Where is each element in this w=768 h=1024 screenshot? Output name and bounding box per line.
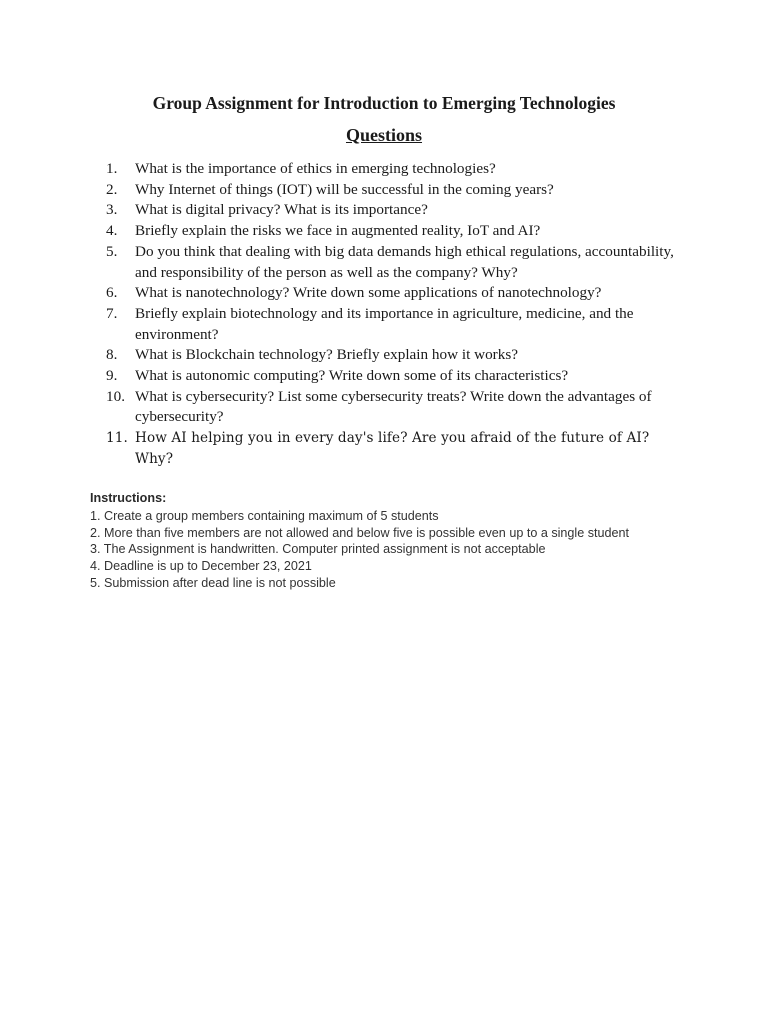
question-number: 1. bbox=[106, 160, 118, 177]
instruction-item: 2. More than five members are not allowed and below five is possible even up to a single student bbox=[90, 525, 630, 540]
question-item bbox=[106, 387, 680, 428]
question-text: Briefly explain biotechnology and its importance in agriculture, medicine, and the environment? bbox=[135, 304, 634, 343]
question-text: How AI helping you in every day's life? Are you afraid of the future of AI? Why? bbox=[135, 430, 650, 467]
question-item bbox=[106, 283, 680, 304]
question-text: What is the importance of ethics in emerging technologies? bbox=[135, 160, 496, 177]
question-number: 5. bbox=[106, 242, 118, 260]
question-number: 3. bbox=[106, 201, 118, 219]
instruction-item: 1. Create a group members containing maximum of 5 students bbox=[90, 508, 439, 523]
question-text: What is autonomic computing? Write down some of its characteristics? bbox=[135, 367, 569, 385]
question-text: What is nanotechnology? Write down some applications of nanotechnology? bbox=[135, 284, 602, 302]
questions-heading: Questions bbox=[345, 125, 423, 145]
question-item bbox=[106, 180, 680, 201]
question-text: Do you think that dealing with big data demands high ethical regulations, accountability, and responsibility of the person as well as the company? Why? bbox=[135, 242, 674, 281]
question-item bbox=[106, 200, 680, 221]
question-text: What is digital privacy? What is its importance? bbox=[135, 201, 428, 219]
question-item bbox=[106, 159, 680, 180]
instruction-item: 5. Submission after dead line is not possible bbox=[90, 575, 336, 590]
question-number: 8. bbox=[106, 346, 118, 364]
question-text: Briefly explain the risks we face in augmented reality, IoT and AI? bbox=[135, 222, 541, 240]
question-text: What is cybersecurity? List some cybersecurity treats? Write down the advantages of cybersecurity? bbox=[135, 387, 652, 426]
question-number: 6. bbox=[106, 284, 118, 302]
question-item bbox=[106, 304, 680, 345]
question-item bbox=[106, 242, 680, 283]
question-number: 7. bbox=[106, 304, 118, 322]
question-item bbox=[106, 428, 680, 469]
instructions-heading: Instructions: bbox=[90, 491, 167, 505]
question-text: Why Internet of things (IOT) will be successful in the coming years? bbox=[135, 180, 554, 198]
question-number: 2. bbox=[106, 180, 118, 198]
question-item bbox=[106, 221, 680, 242]
question-text: What is Blockchain technology? Briefly explain how it works? bbox=[135, 346, 518, 364]
question-number: 9. bbox=[106, 367, 118, 385]
instructions-section bbox=[90, 490, 730, 592]
instructions-list bbox=[90, 508, 730, 592]
question-number: 4. bbox=[106, 222, 118, 240]
document-title: Group Assignment for Introduction to Emerging Technologies bbox=[152, 93, 616, 113]
instruction-item: 3. The Assignment is handwritten. Computer printed assignment is not acceptable bbox=[90, 542, 546, 557]
question-item bbox=[106, 366, 680, 387]
question-item bbox=[106, 345, 680, 366]
instruction-item: 4. Deadline is up to December 23, 2021 bbox=[90, 559, 312, 574]
question-list bbox=[106, 159, 680, 470]
question-number: 10. bbox=[106, 387, 125, 405]
question-number: 11. bbox=[106, 430, 128, 447]
